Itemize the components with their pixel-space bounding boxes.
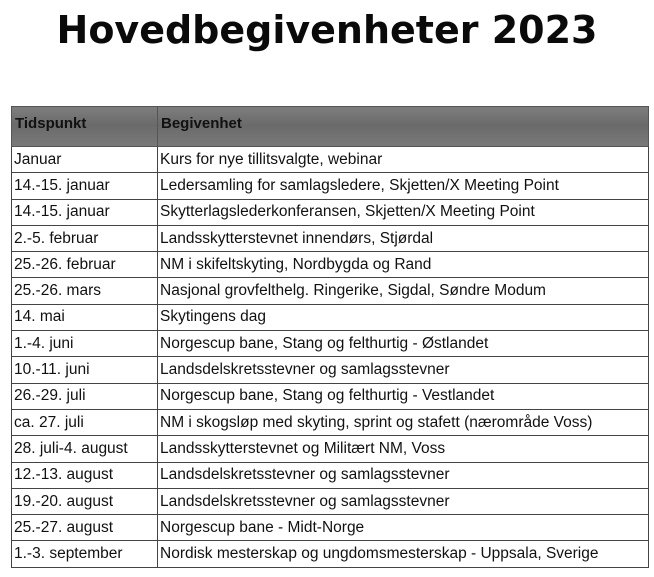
event-cell: NM i skogsløp med skyting, sprint og stafett (nærområde Voss) [158,409,649,435]
events-table [11,106,649,568]
table-row [12,488,649,514]
table-header-row [12,107,649,147]
event-cell: Landsdelskretsstevner og samlagsstevner [158,488,649,514]
table-row [12,462,649,488]
event-cell: Skytterlagslederkonferansen, Skjetten/X Meeting Point [158,199,649,225]
event-cell: Skytingens dag [158,304,649,330]
event-cell: Landsskytterstevnet innendørs, Stjørdal [158,225,649,251]
time-cell: 28. juli-4. august [12,436,158,462]
time-cell: 26.-29. juli [12,383,158,409]
time-cell: 10.-11. juni [12,357,158,383]
time-cell: 25.-26. mars [12,278,158,304]
table-row [12,357,649,383]
time-cell: 14.-15. januar [12,199,158,225]
table-row [12,515,649,541]
event-cell: NM i skifeltskyting, Nordbygda og Rand [158,252,649,278]
time-cell: 1.-3. september [12,541,158,567]
table-row [12,383,649,409]
event-cell: Norgescup bane, Stang og felthurtig - Østlandet [158,331,649,357]
time-cell: Januar [12,147,158,173]
event-cell: Nordisk mesterskap og ungdomsmesterskap - Uppsala, Sverige [158,541,649,567]
column-header-time: Tidspunkt [12,107,158,147]
event-cell: Norgescup bane, Stang og felthurtig - Vestlandet [158,383,649,409]
page-title: Hovedbegivenheter 2023 [56,8,598,52]
time-cell: 2.-5. februar [12,225,158,251]
time-cell: 14.-15. januar [12,173,158,199]
time-cell: 25.-27. august [12,515,158,541]
time-cell: ca. 27. juli [12,409,158,435]
table-row [12,304,649,330]
event-cell: Nasjonal grovfelthelg. Ringerike, Sigdal, Søndre Modum [158,278,649,304]
table-row [12,199,649,225]
table-row [12,331,649,357]
table-row [12,173,649,199]
event-cell: Kurs for nye tillitsvalgte, webinar [158,147,649,173]
event-cell: Landsskytterstevnet og Militært NM, Voss [158,436,649,462]
time-cell: 25.-26. februar [12,252,158,278]
table-row [12,436,649,462]
time-cell: 12.-13. august [12,462,158,488]
event-cell: Ledersamling for samlagsledere, Skjetten/X Meeting Point [158,173,649,199]
table-row [12,541,649,567]
table-row [12,409,649,435]
event-cell: Landsdelskretsstevner og samlagsstevner [158,462,649,488]
event-cell: Norgescup bane - Midt-Norge [158,515,649,541]
column-header-event: Begivenhet [158,107,649,147]
time-cell: 1.-4. juni [12,331,158,357]
table-row [12,225,649,251]
time-cell: 19.-20. august [12,488,158,514]
time-cell: 14. mai [12,304,158,330]
table-row [12,147,649,173]
table-row [12,278,649,304]
table-row [12,252,649,278]
event-cell: Landsdelskretsstevner og samlagsstevner [158,357,649,383]
